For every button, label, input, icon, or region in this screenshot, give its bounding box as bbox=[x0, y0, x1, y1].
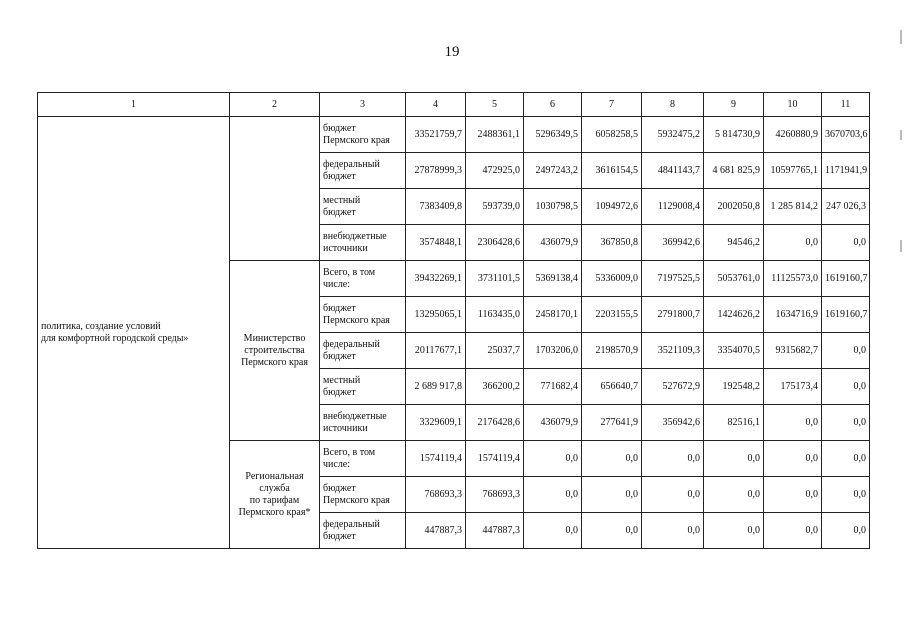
value-cell: 1574119,4 bbox=[406, 441, 466, 477]
value-cell: 0,0 bbox=[822, 405, 870, 441]
value-cell: 27878999,3 bbox=[406, 153, 466, 189]
funding-source-cell: федеральный бюджет bbox=[320, 513, 406, 549]
value-cell: 356942,6 bbox=[642, 405, 704, 441]
header-cell: 9 bbox=[704, 93, 764, 117]
value-cell: 0,0 bbox=[642, 477, 704, 513]
header-cell: 10 bbox=[764, 93, 822, 117]
value-cell: 3731101,5 bbox=[466, 261, 524, 297]
funding-source-cell: внебюджетные источники bbox=[320, 405, 406, 441]
value-cell: 0,0 bbox=[524, 513, 582, 549]
value-cell: 277641,9 bbox=[582, 405, 642, 441]
header-cell: 5 bbox=[466, 93, 524, 117]
executor-cell: Региональная служба по тарифам Пермского края* bbox=[230, 441, 320, 549]
funding-source-cell: Всего, в том числе: bbox=[320, 261, 406, 297]
header-cell: 3 bbox=[320, 93, 406, 117]
scan-edge-mark bbox=[900, 30, 902, 44]
value-cell: 3670703,6 bbox=[822, 117, 870, 153]
value-cell: 7197525,5 bbox=[642, 261, 704, 297]
value-cell: 82516,1 bbox=[704, 405, 764, 441]
funding-source-cell: федеральный бюджет bbox=[320, 333, 406, 369]
value-cell: 175173,4 bbox=[764, 369, 822, 405]
value-cell: 436079,9 bbox=[524, 225, 582, 261]
funding-source-cell: федеральный бюджет bbox=[320, 153, 406, 189]
funding-source-cell: бюджет Пермского края bbox=[320, 477, 406, 513]
value-cell: 2203155,5 bbox=[582, 297, 642, 333]
value-cell: 0,0 bbox=[764, 513, 822, 549]
header-cell: 6 bbox=[524, 93, 582, 117]
value-cell: 0,0 bbox=[524, 441, 582, 477]
funding-source-cell: местный бюджет bbox=[320, 369, 406, 405]
value-cell: 369942,6 bbox=[642, 225, 704, 261]
executor-cell bbox=[230, 117, 320, 261]
value-cell: 0,0 bbox=[764, 405, 822, 441]
value-cell: 447887,3 bbox=[406, 513, 466, 549]
value-cell: 2488361,1 bbox=[466, 117, 524, 153]
value-cell: 1703206,0 bbox=[524, 333, 582, 369]
value-cell: 0,0 bbox=[822, 441, 870, 477]
value-cell: 0,0 bbox=[704, 477, 764, 513]
value-cell: 1171941,9 bbox=[822, 153, 870, 189]
value-cell: 247 026,3 bbox=[822, 189, 870, 225]
value-cell: 0,0 bbox=[822, 333, 870, 369]
value-cell: 0,0 bbox=[764, 477, 822, 513]
value-cell: 5 814730,9 bbox=[704, 117, 764, 153]
funding-source-cell: бюджет Пермского края bbox=[320, 297, 406, 333]
value-cell: 5369138,4 bbox=[524, 261, 582, 297]
value-cell: 768693,3 bbox=[466, 477, 524, 513]
value-cell: 2002050,8 bbox=[704, 189, 764, 225]
value-cell: 436079,9 bbox=[524, 405, 582, 441]
value-cell: 0,0 bbox=[822, 513, 870, 549]
value-cell: 94546,2 bbox=[704, 225, 764, 261]
value-cell: 367850,8 bbox=[582, 225, 642, 261]
program-name-cell: политика, создание условий для комфортной городской среды» bbox=[38, 117, 230, 549]
value-cell: 10597765,1 bbox=[764, 153, 822, 189]
value-cell: 39432269,1 bbox=[406, 261, 466, 297]
value-cell: 771682,4 bbox=[524, 369, 582, 405]
header-cell: 8 bbox=[642, 93, 704, 117]
header-row bbox=[38, 93, 870, 117]
value-cell: 2198570,9 bbox=[582, 333, 642, 369]
header-cell: 7 bbox=[582, 93, 642, 117]
value-cell: 5296349,5 bbox=[524, 117, 582, 153]
value-cell: 447887,3 bbox=[466, 513, 524, 549]
header-cell: 2 bbox=[230, 93, 320, 117]
value-cell: 0,0 bbox=[704, 441, 764, 477]
value-cell: 2791800,7 bbox=[642, 297, 704, 333]
value-cell: 3616154,5 bbox=[582, 153, 642, 189]
value-cell: 2 689 917,8 bbox=[406, 369, 466, 405]
value-cell: 1619160,7 bbox=[822, 297, 870, 333]
value-cell: 1574119,4 bbox=[466, 441, 524, 477]
funding-source-cell: местный бюджет bbox=[320, 189, 406, 225]
table-row bbox=[38, 117, 870, 153]
value-cell: 7383409,8 bbox=[406, 189, 466, 225]
value-cell: 13295065,1 bbox=[406, 297, 466, 333]
value-cell: 1030798,5 bbox=[524, 189, 582, 225]
value-cell: 1619160,7 bbox=[822, 261, 870, 297]
value-cell: 25037,7 bbox=[466, 333, 524, 369]
value-cell: 2458170,1 bbox=[524, 297, 582, 333]
value-cell: 1094972,6 bbox=[582, 189, 642, 225]
funding-source-cell: Всего, в том числе: bbox=[320, 441, 406, 477]
value-cell: 366200,2 bbox=[466, 369, 524, 405]
header-cell: 11 bbox=[822, 93, 870, 117]
value-cell: 3354070,5 bbox=[704, 333, 764, 369]
value-cell: 0,0 bbox=[642, 441, 704, 477]
value-cell: 4841143,7 bbox=[642, 153, 704, 189]
value-cell: 5932475,2 bbox=[642, 117, 704, 153]
value-cell: 3521109,3 bbox=[642, 333, 704, 369]
value-cell: 0,0 bbox=[822, 477, 870, 513]
value-cell: 768693,3 bbox=[406, 477, 466, 513]
value-cell: 20117677,1 bbox=[406, 333, 466, 369]
value-cell: 2497243,2 bbox=[524, 153, 582, 189]
header-cell: 1 bbox=[38, 93, 230, 117]
page-number: 19 bbox=[444, 44, 460, 60]
value-cell: 0,0 bbox=[524, 477, 582, 513]
value-cell: 1 285 814,2 bbox=[764, 189, 822, 225]
value-cell: 593739,0 bbox=[466, 189, 524, 225]
value-cell: 0,0 bbox=[764, 441, 822, 477]
value-cell: 1163435,0 bbox=[466, 297, 524, 333]
value-cell: 0,0 bbox=[642, 513, 704, 549]
value-cell: 527672,9 bbox=[642, 369, 704, 405]
value-cell: 4260880,9 bbox=[764, 117, 822, 153]
value-cell: 3574848,1 bbox=[406, 225, 466, 261]
value-cell: 0,0 bbox=[704, 513, 764, 549]
value-cell: 11125573,0 bbox=[764, 261, 822, 297]
funding-source-cell: внебюджетные источники bbox=[320, 225, 406, 261]
value-cell: 1634716,9 bbox=[764, 297, 822, 333]
header-cell: 4 bbox=[406, 93, 466, 117]
value-cell: 0,0 bbox=[764, 225, 822, 261]
value-cell: 6058258,5 bbox=[582, 117, 642, 153]
value-cell: 33521759,7 bbox=[406, 117, 466, 153]
value-cell: 2306428,6 bbox=[466, 225, 524, 261]
value-cell: 0,0 bbox=[822, 225, 870, 261]
scan-edge-mark bbox=[900, 130, 902, 140]
value-cell: 1424626,2 bbox=[704, 297, 764, 333]
value-cell: 4 681 825,9 bbox=[704, 153, 764, 189]
funding-source-cell: бюджет Пермского края bbox=[320, 117, 406, 153]
value-cell: 0,0 bbox=[582, 477, 642, 513]
scan-edge-mark bbox=[900, 240, 902, 252]
budget-table bbox=[37, 92, 870, 549]
value-cell: 3329609,1 bbox=[406, 405, 466, 441]
value-cell: 472925,0 bbox=[466, 153, 524, 189]
value-cell: 0,0 bbox=[582, 513, 642, 549]
value-cell: 1129008,4 bbox=[642, 189, 704, 225]
value-cell: 9315682,7 bbox=[764, 333, 822, 369]
value-cell: 5336009,0 bbox=[582, 261, 642, 297]
value-cell: 2176428,6 bbox=[466, 405, 524, 441]
value-cell: 656640,7 bbox=[582, 369, 642, 405]
value-cell: 0,0 bbox=[822, 369, 870, 405]
value-cell: 0,0 bbox=[582, 441, 642, 477]
value-cell: 5053761,0 bbox=[704, 261, 764, 297]
value-cell: 192548,2 bbox=[704, 369, 764, 405]
executor-cell: Министерство строительства Пермского края bbox=[230, 261, 320, 441]
